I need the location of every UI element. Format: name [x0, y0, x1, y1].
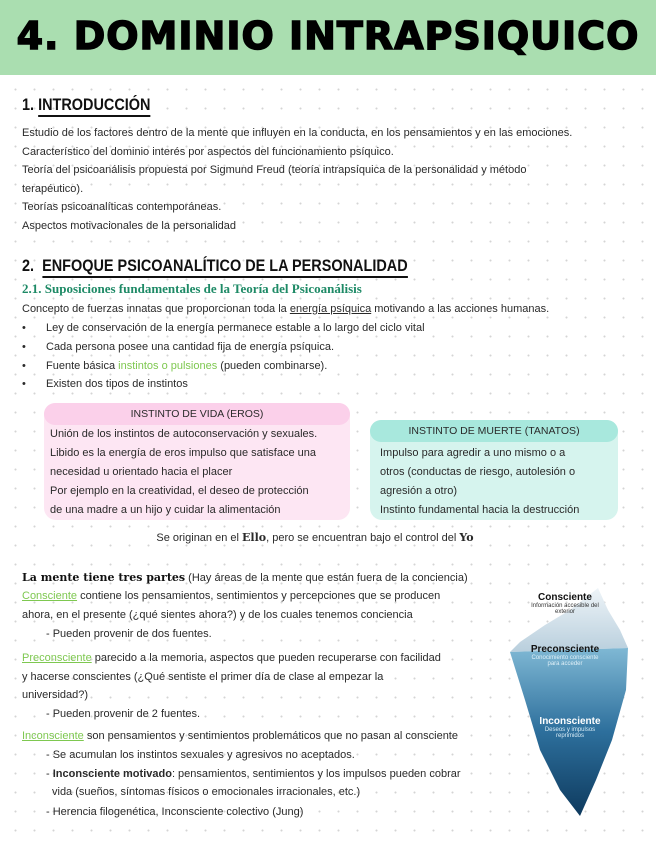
- section-number: 1.: [22, 95, 35, 114]
- list-item-text: Cada persona posee una cantidad fija de energía psíquica.: [46, 341, 335, 353]
- iceberg-inconsciente: [505, 716, 635, 739]
- eros-line: necesidad u orientado hacia el placer: [50, 466, 233, 478]
- inconsciente-sub: - Se acumulan los instintos sexuales y agresivos no aceptados.: [46, 749, 355, 761]
- bullet-icon: •: [22, 360, 26, 372]
- tanatos-line: Impulso para agredir a uno mismo o a: [380, 447, 566, 459]
- term-preconsciente: Preconsciente: [22, 652, 92, 664]
- consciente-line: [22, 590, 440, 602]
- text: parecido a la memoria, aspectos que pueden recuperarse con facilidad: [91, 652, 441, 664]
- consciente-sub: - Pueden provenir de dos fuentes.: [46, 628, 212, 640]
- list-item-text: Ley de conservación de la energía permanece estable a lo largo del ciclo vital: [46, 322, 425, 334]
- list-item: [22, 341, 335, 353]
- bullet-icon: •: [22, 322, 26, 334]
- text: (Hay áreas de la mente que están fuera de la conciencia): [185, 572, 468, 584]
- eros-text: [50, 425, 317, 520]
- text: : pensamientos, sentimientos y los impulsos pueden cobrar: [171, 768, 461, 780]
- eros-line: Por ejemplo en la creatividad, el deseo de protección: [50, 485, 309, 497]
- subsection-heading: 2.1. Suposiciones fundamentales de la Teoría del Psicoanálisis: [22, 281, 362, 296]
- preconsciente-sub: - Pueden provenir de 2 fuentes.: [46, 708, 201, 720]
- list-item: [22, 378, 188, 390]
- list-item-text: Existen dos tipos de instintos: [46, 378, 188, 390]
- preconsciente-line: [22, 652, 441, 664]
- eros-box: [44, 403, 350, 520]
- eros-line: Libido es la energía de eros impulso que satisface una: [50, 447, 317, 459]
- tanatos-line: Instinto fundamental hacia la destrucción: [380, 504, 580, 516]
- preconsciente-line: y hacerse conscientes (¿Qué sentiste el primer día de clase al empezar la: [22, 671, 384, 683]
- iceberg-illustration: [500, 580, 630, 840]
- label: Consciente: [538, 592, 592, 603]
- tanatos-line: otros (conductas de riesgo, autolesión o: [380, 466, 576, 478]
- inconsciente-sub: [46, 768, 461, 780]
- tanatos-text: [380, 444, 579, 520]
- eros-line: de una madre a un hijo y cuidar la alimentación: [50, 504, 281, 516]
- intro-line: Estudio de los factores dentro de la mente que influyen en la conducta, en los pensamientos y en las emociones.: [22, 127, 573, 139]
- preconsciente-line: universidad?): [22, 689, 89, 701]
- list-item: [22, 360, 328, 372]
- label: Inconsciente: [539, 716, 601, 727]
- list-item: [22, 322, 425, 334]
- consciente-line: ahora, en el presente (¿qué sientes ahora?) y de los cuales tenemos conciencia: [22, 609, 413, 621]
- text: -: [46, 768, 53, 780]
- energia-psiquica: energía psíquica: [289, 303, 372, 315]
- term-inconsciente: Inconsciente: [22, 730, 84, 742]
- section-number: 2.: [22, 256, 35, 275]
- section-1-heading: [22, 95, 150, 115]
- inconsciente-line: [22, 730, 458, 742]
- text: motivando a las acciones humanas.: [371, 303, 550, 315]
- intro-text: [22, 124, 572, 236]
- text: contiene los pensamientos, sentimientos y percepciones que se producen: [77, 590, 441, 602]
- text: son pensamientos y sentimientos problemáticos que no pasan al consciente: [83, 730, 458, 742]
- text: , pero se encuentran bajo el control del: [266, 532, 460, 544]
- iceberg-preconsciente: [500, 644, 630, 667]
- intro-line: Característico del dominio interés por aspectos del funcionamiento psíquico.: [22, 145, 394, 158]
- bullet-icon: •: [22, 341, 26, 353]
- intro-line: Aspectos motivacionales de la personalidad: [22, 219, 237, 232]
- eros-line: Unión de los instintos de autoconservación y sexuales.: [50, 428, 318, 440]
- iceberg-consciente: [500, 592, 630, 615]
- desc: Deseos y impulsos reprimidos: [544, 727, 596, 739]
- intro-line: Teorías psicoanalíticas contemporáneas.: [22, 201, 222, 214]
- mind-intro: [22, 571, 468, 584]
- section-title: INTRODUCCIÓN: [38, 95, 151, 114]
- text: Fuente básica: [46, 360, 119, 372]
- ello: Ello: [242, 531, 267, 544]
- concept-text: [22, 303, 549, 315]
- inconsciente-sub: - Herencia filogenética, Inconsciente colectivo (Jung): [46, 806, 304, 818]
- intro-line: Teoría del psicoanálisis propuesta por Sigmund Freud (teoría intrapsíquica de la personalidad y método: [22, 164, 527, 177]
- term-consciente: Consciente: [22, 590, 78, 602]
- text: (pueden combinarse).: [217, 360, 328, 372]
- tanatos-line: agresión a otro): [380, 485, 458, 497]
- label: Preconsciente: [530, 644, 600, 655]
- text: Se originan en el: [156, 532, 243, 544]
- bold-text: La mente tiene tres partes: [22, 571, 186, 584]
- eros-title: INSTINTO DE VIDA (EROS): [44, 403, 350, 425]
- list-item-text: [46, 360, 327, 372]
- origin-note: [0, 531, 630, 544]
- section-title: ENFOQUE PSICOANALÍTICO DE LA PERSONALIDAD: [42, 256, 408, 275]
- desc: Conocimiento consciente para acceder: [531, 655, 599, 667]
- section-2-heading: [22, 256, 408, 276]
- yo: Yo: [459, 531, 474, 544]
- tanatos-box: [370, 420, 618, 520]
- bullet-icon: •: [22, 378, 26, 390]
- highlight: instintos o pulsiones: [118, 360, 218, 372]
- bold-text: Inconsciente motivado: [52, 768, 172, 780]
- page-title: 4. DOMINIO INTRAPSIQUICO: [16, 14, 640, 58]
- desc: Información accesible del exterior: [531, 603, 599, 615]
- tanatos-title: INSTINTO DE MUERTE (TANATOS): [370, 420, 618, 442]
- text: Concepto de fuerzas innatas que proporcionan toda la: [22, 303, 290, 315]
- title-banner: [0, 0, 656, 75]
- intro-line: terapéutico).: [22, 182, 84, 195]
- inconsciente-sub: vida (sueños, síntomas físicos o emocionales irracionales, etc.): [52, 786, 361, 798]
